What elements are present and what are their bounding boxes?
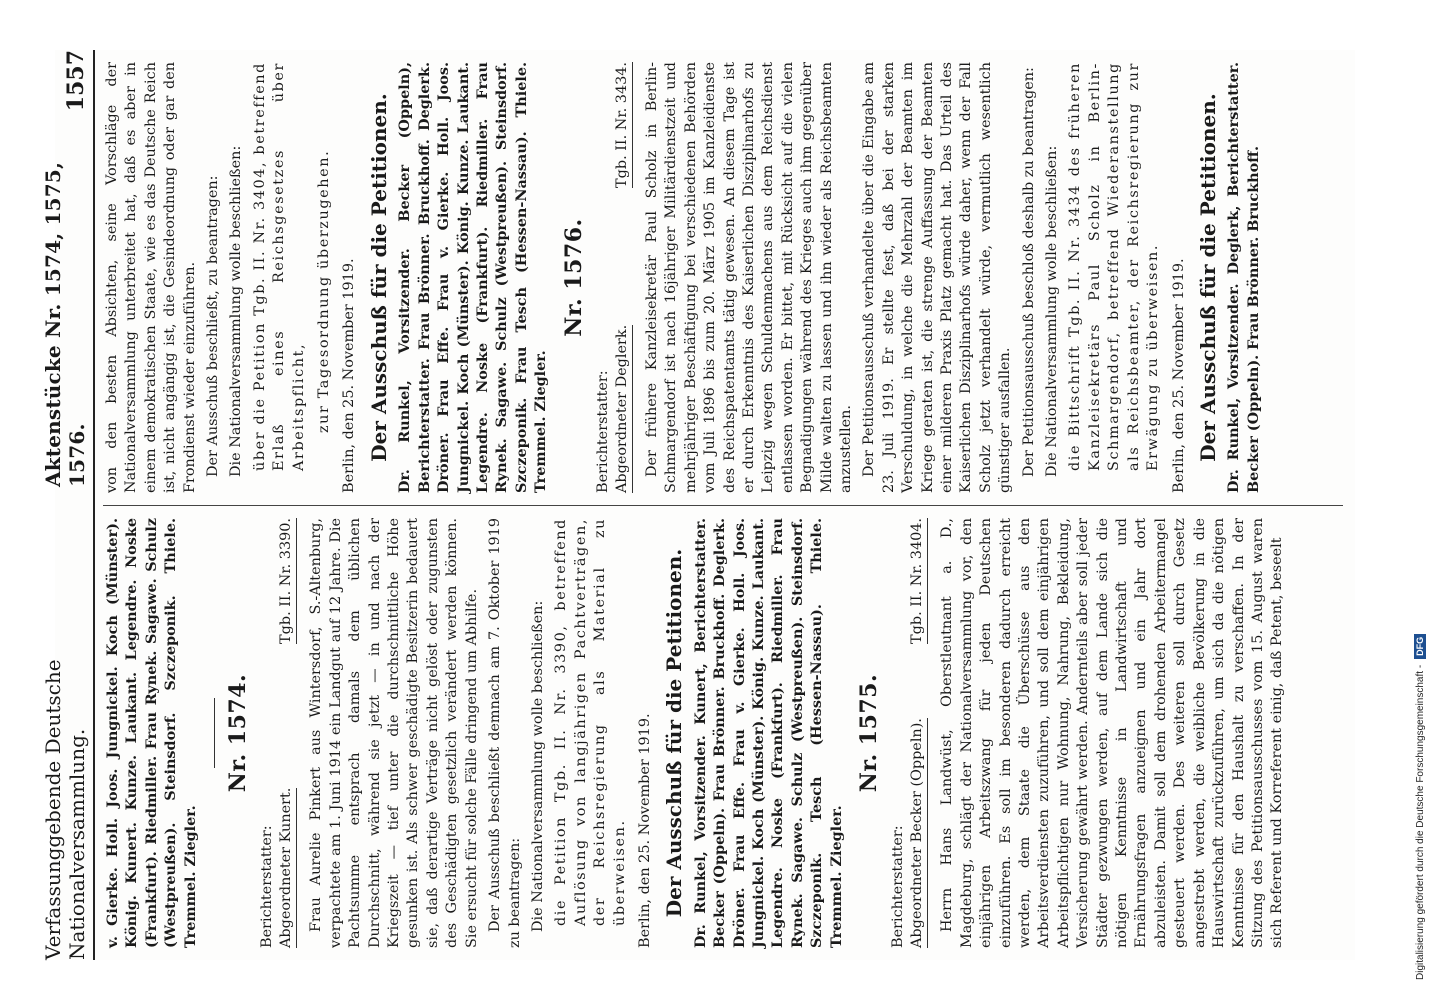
right-column (103, 50, 1343, 505)
reporter-name: Abgeordneter Becker (Oppeln). (908, 718, 928, 948)
committee-title: Der Ausschuß für die Petitionen. (1195, 93, 1220, 462)
resolution-text: die Bittschrift Tgb. II. Nr. 3434 des früheren Kanzleisekretärs Paul Scholz in Berlin-Schmargendorf, betreffend Wiederanstellung als Reichsbeamter, der Reichsregierung zur Erwägung zu überweisen. (1067, 62, 1162, 471)
resolution-text: über die Petition Tgb. II. Nr. 3404, betreffend Erlaß eines Reichsgesetzes über Arbeitspflicht, (251, 62, 307, 471)
committee-resolution-intro: Der Ausschuß beschließt, zu beantragen: (205, 175, 222, 477)
reporter-label: Berichterstatter: (594, 370, 611, 493)
running-head-right (41, 50, 89, 487)
journal-reference: Tgb. II. Nr. 3390. (277, 518, 297, 644)
running-head (41, 50, 95, 960)
reporter-label-group (594, 325, 633, 493)
text-columns (103, 50, 1343, 960)
reporter-name: Abgeordneter Kunert. (277, 788, 297, 948)
running-head-title: Verfassunggebende Deutsche Nationalversammlung. (41, 659, 89, 960)
date-line: Berlin, den 25. November 1919. (1170, 258, 1187, 493)
journal-reference: Tgb. II. Nr. 3404. (908, 518, 928, 644)
petition-body-continued: von den besten Absichten, seine Vorschläge der Nationalversammlung unterbreitet hat, daß es aber in einem demokratischen Staate, wie es das Deutsche Reich ist, nicht angängig ist, die Gesindeordnung oder gar den Frondienst wieder einzuführen. (104, 62, 198, 493)
heading-nr-1576: Nr. 1576. (560, 218, 587, 337)
committee-resolution-intro: Der Ausschuß beschließt demnach am 7. Oktober 1919 zu beantragen: (487, 518, 523, 948)
motion-intro: Die Nationalversammlung wolle beschließen: (228, 145, 245, 477)
running-head-acts: Aktenstücke Nr. 1574, 1575, 1576. (41, 161, 89, 488)
reporter-label: Berichterstatter: (259, 825, 276, 948)
motion-intro: Die Nationalversammlung wolle beschließen: (1044, 145, 1061, 477)
reporter-label-group (258, 788, 297, 948)
date-line: Berlin, den 25. November 1919. (636, 713, 653, 948)
reporter-label-group (889, 718, 928, 948)
dfg-logo: DFG (1414, 634, 1426, 659)
reporter-block-1576 (594, 62, 633, 493)
signature-list-continued: v. Gierke. Holl. Joos. Jungnickel. Koch (Münster). König. Kunert. Kunze. Laukant. Legendre. Noske (Frankfurt). Riedmiller. Frau Rynek. Sagawe. Schulz (Westpreußen). Steinsdorf. Szczeponik. Thiele. Tremmel. Ziegler. (104, 518, 199, 948)
resolution-end: zur Tagesordnung überzugehen. (316, 149, 333, 433)
petition-body-second: Der Petitionsausschuß verhandelte über die Eingabe am 23. Juli 1919. Er stellte fest, daß bei der starken Verschuldung, in welche die Mehrzahl der Beamten im Kriege geraten ist, die strenge Auffassung der Beamten einer milderen Praxis Platz gemacht hat. Das Urteil des Kaiserlichen Disziplinarhofs würde daher, wenn der Fall Scholz jetzt verhandelt würde, vermutlich wesentlich günstiger ausfallen. (861, 62, 1014, 493)
petition-body: Herrn Hans Landwüst, Oberstleutnant a. D., Magdeburg, schlägt der Nationalversammlung vor, den einjährigen Arbeitszwang für jeden Deutschen einzuführen. Es soll im besonderen dadurch erreicht werden, dem Staate die Überschüsse aus den Arbeitsverdiensten zuzuführen, und soll dem einjährigen Arbeitspflichtigen nur Wohnung, Nahrung, Bekleidung, Versicherung gewährt werden. Andernteils aber soll jeder Städter gezwungen werden, auf dem Lande sich die nötigen Kenntnisse in Landwirtschaft und Ernährungsfragen anzueignen und ein Jahr dort abzuleisten. Damit soll dem drohenden Arbeitermangel gesteuert werden. Des weiteren soll durch Gesetz angestrebt werden, die weibliche Bevölkerung in die Hauswirtschaft zurückzuführen, um sich da die nötigen Kenntnisse für den Haushalt zu verschaffen. In der Sitzung des Petitionsausschusses vom 15. August waren sich Referent und Korreferent einig, daß Petent, beseelt (939, 518, 1286, 948)
reporter-label: Berichterstatter: (890, 825, 907, 948)
signature-list: Dr. Runkel, Vorsitzender. Kunert, Berichterstatter. Becker (Oppeln). Frau Brönner. Bruckhoff. Deglerk. Dröner. Frau Effe. Frau v. Gierke. Holl. Joos. Jungnickel. Koch (Münster). König. Kunze. Laukant. Legendre. Noske (Frankfurt). Riedmiller. Frau Rynek. Sagawe. Schulz (Westpreußen). Steinsdorf. Szczeponik. Tesch (Hessen-Nassau). Thiele. Tremmel. Ziegler. (691, 518, 845, 948)
date-line: Berlin, den 25. November 1919. (341, 258, 358, 493)
page-number: 1557 (63, 50, 89, 112)
document-page (41, 50, 1355, 960)
reporter-name: Abgeordneter Deglerk. (613, 325, 633, 493)
committee-title: Der Ausschuß für die Petitionen. (366, 93, 391, 462)
signature-list: Dr. Runkel, Vorsitzender. Becker (Oppeln), Berichterstatter. Frau Brönner. Bruckhoff. Deglerk. Dröner. Frau Effe. Frau v. Gierke. Holl. Joos. Jungnickel. Koch (Münster). König. Kunze. Laukant. Legendre. Noske (Frankfurt). Riedmiller. Frau Rynek. Sagawe. Schulz (Westpreußen). Steinsdorf. Szczeponik. Frau Tesch (Hessen-Nassau). Thiele. Tremmel. Ziegler. (396, 62, 550, 493)
reporter-block-1574 (258, 518, 297, 948)
journal-reference: Tgb. II. Nr. 3434. (613, 62, 633, 188)
committee-title: Der Ausschuß für die Petitionen. (662, 548, 687, 918)
signature-list: Dr. Runkel, Vorsitzender. Deglerk, Berichterstatter. Becker (Oppeln). Frau Brönner. Bruckhoff. (1225, 62, 1262, 493)
heading-nr-1575: Nr. 1575. (856, 673, 882, 793)
digitization-credit (1414, 634, 1426, 980)
credit-text: Digitalisierung gefördert durch die Deutsche Forschungsgemeinschaft - (1414, 664, 1426, 980)
petition-body: Frau Aurelie Pinkert aus Wintersdorf, S.-Altenburg, verpachtete am 1. Juni 1914 ein Landgut auf 12 Jahre. Die Pachtsumme entsprach damals dem üblichen Durchschnitt, während sie jetzt — in und nach der Kriegszeit — tief unter die durchschnittliche Höhe gesunken ist. Als schwer geschädigte Besitzerin bedauert sie, daß derartige Verträge nicht gelöst oder zugunsten des Geschädigten gesetzlich verändert werden können. Sie ersucht für solche Fälle dringend um Abhilfe. (308, 518, 480, 948)
reporter-block-1575 (889, 518, 928, 948)
heading-nr-1574: Nr. 1574. (225, 673, 252, 793)
motion-intro: Die Nationalversammlung wolle beschließen: (529, 600, 546, 932)
left-column (103, 505, 1343, 960)
section-divider (214, 698, 215, 768)
resolution-text: die Petition Tgb. II. Nr. 3390, betreffend Auflösung von langjährigen Pachtverträgen, der Reichsregierung als Material zu überweisen. (553, 518, 628, 926)
committee-resolution-intro: Der Petitionsausschuß beschloß deshalb zu beantragen: (1020, 67, 1037, 477)
petition-body: Der frühere Kanzleisekretär Paul Scholz in Berlin-Schmargendorf ist nach 16jähriger Militärdienstzeit und mehrjähriger Beschäftigung bei verschiedenen Behörden vom Juli 1896 bis zum 20. März 1905 im Kanzleidienste des Reichspatentamts tätig gewesen. An diesem Tage ist er durch Erkenntnis des Kaiserlichen Disziplinarhofs zu Leipzig wegen Schuldenmachens aus dem Reichsdienst entlassen worden. Er bittet, mit Rücksicht auf die vielen Begnadigungen während des Krieges auch ihm gegenüber Milde walten zu lassen und ihn wieder als Reichsbeamten anzustellen. (643, 62, 854, 493)
